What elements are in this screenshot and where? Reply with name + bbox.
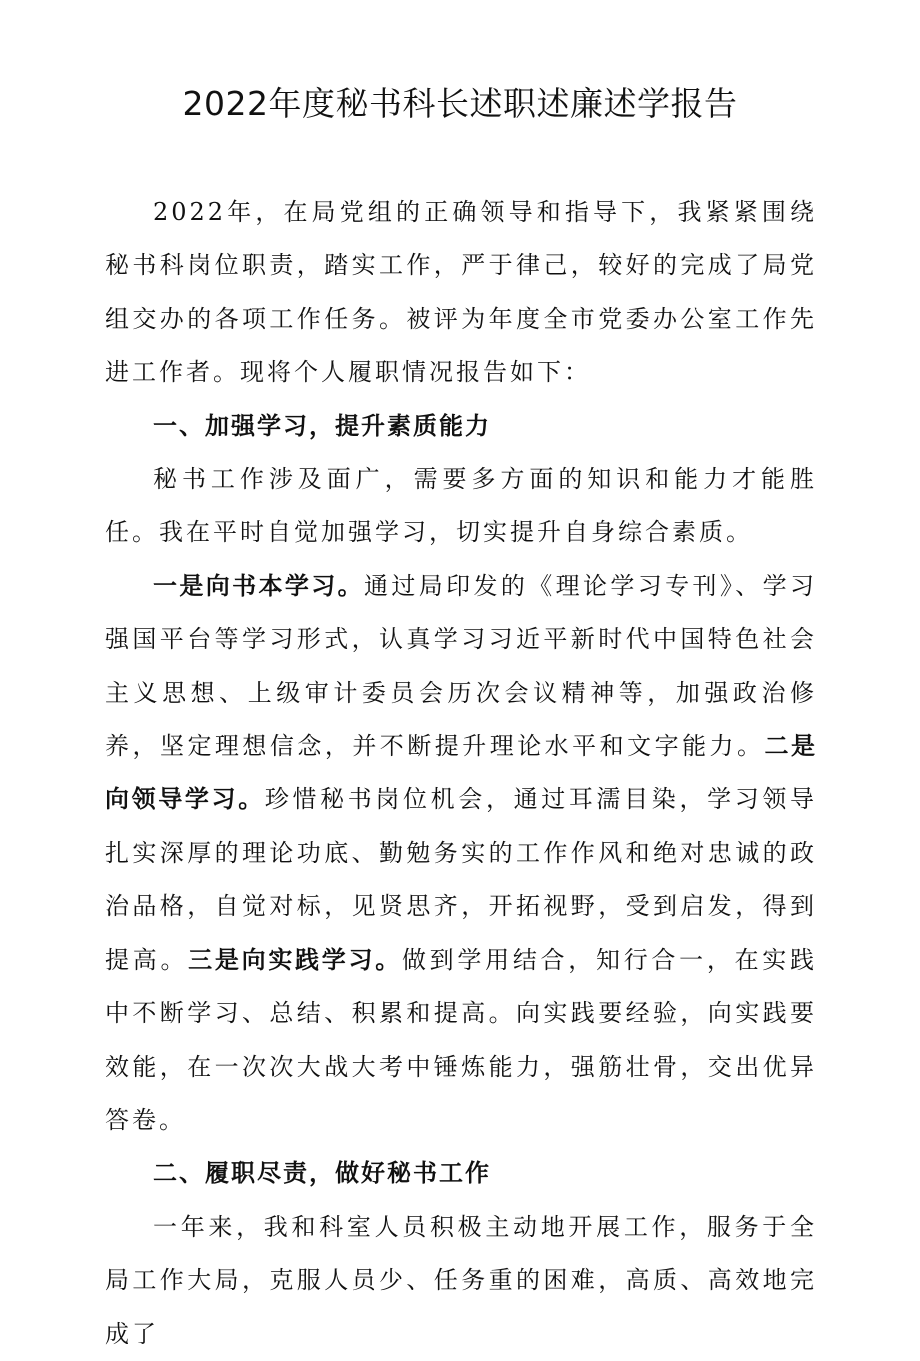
document-title: 2022年度秘书科长述职述廉述学报告 [182,84,738,123]
section1-paragraph-1: 秘书工作涉及面广，需要多方面的知识和能力才能胜任。我在平时自觉加强学习，切实提升自身综合素质。 [105,465,817,547]
document-body [105,186,817,1361]
lead-leader-study: 二是向领导学习。 [105,732,818,814]
section-heading-2: 二、履职尽责，做好秘书工作 [153,1159,491,1188]
lead-practice-study: 三是向实践学习。 [188,945,402,974]
intro-paragraph: 2022年，在局党组的正确领导和指导下，我紧紧围绕秘书科岗位职责，踏实工作，严于律己，较好的完成了局党组交办的各项工作任务。被评为年度全市党委办公室工作先进工作者。现将个人履职情况报告如下： [105,198,817,387]
section1-paragraph-2 [105,560,817,1147]
section2-paragraph-1: 一年来，我和科室人员积极主动地开展工作，服务于全局工作大局，克服人员少、任务重的困难，高质、高效地完成了 [105,1212,817,1348]
lead-book-study: 一是向书本学习。 [153,571,364,600]
section-heading-1: 一、加强学习，提升素质能力 [153,411,491,440]
text-book-study: 通过局印发的《理论学习专刊》、学习强国平台等学习形式，认真学习习近平新时代中国特色社会主义思想、上级审计委员会历次会议精神等，加强政治修养，坚定理想信念，并不断提升理论水平和文字能力。 [105,571,817,761]
text-practice-study: 做到学用结合，知行合一，在实践中不断学习、总结、积累和提高。向实践要经验，向实践要效能，在一次次大战大考中锤炼能力，强筋壮骨，交出优异答卷。 [105,945,818,1134]
text-leader-study: 珍惜秘书岗位机会，通过耳濡目染，学习领导扎实深厚的理论功底、勤勉务实的工作作风和绝对忠诚的政治品格，自觉对标，见贤思齐，开拓视野，受到启发，得到提高。 [105,785,818,974]
